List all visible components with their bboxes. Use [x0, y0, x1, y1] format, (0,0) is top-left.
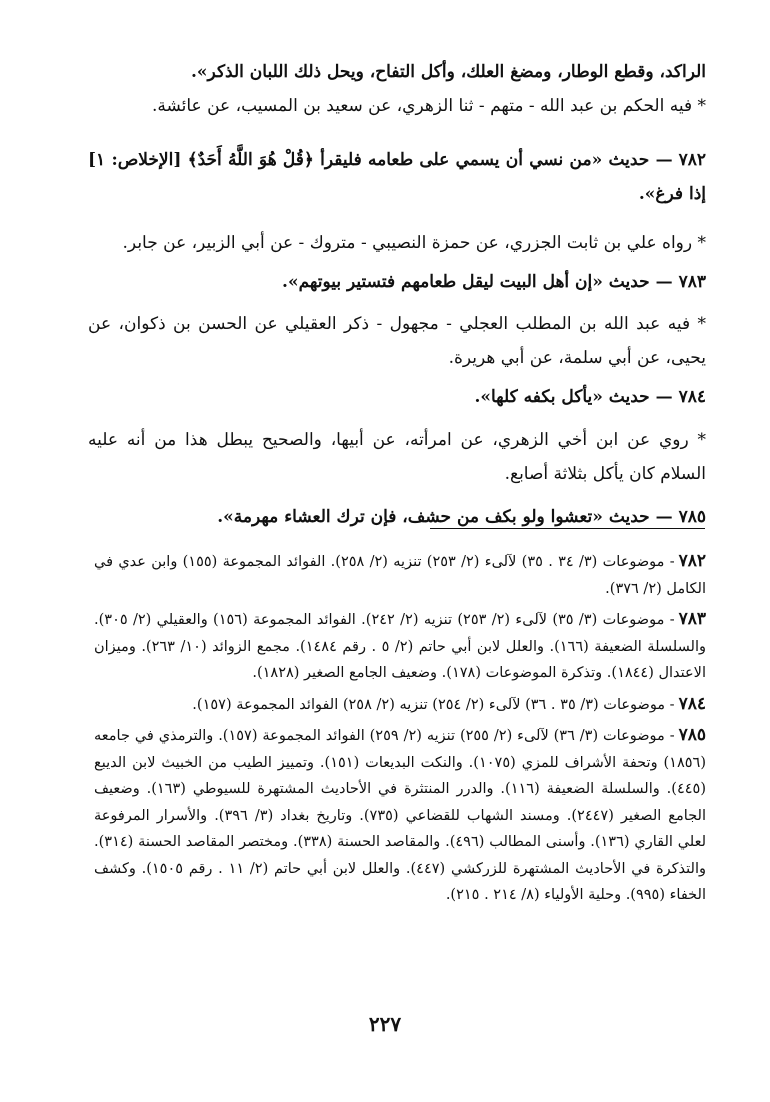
footnote-number: ٧٨٣ [678, 609, 706, 629]
page-number: ٢٢٧ [368, 1012, 402, 1036]
footnote-number: ٧٨٤ [678, 693, 706, 714]
note-784 [88, 423, 706, 491]
hadith-number: ٧٨٢ [678, 150, 706, 170]
paragraph-continuation: الراكد، وقطع الوطار، ومضغ العلك، وأكل التفاح، ويحل ذلك اللبان الذكر». [191, 62, 706, 82]
paragraph-note: * روي عن ابن أخي الزهري، عن امرأته، عن أبيها، والصحيح يبطل هذا من أنه عليه السلام كان يأكل بثلاثة أصابع. [88, 430, 706, 484]
footnote-entry [94, 606, 706, 687]
footnote-entry [94, 691, 706, 719]
footnote-entry [94, 722, 706, 909]
footnote-text: - موضوعات (٣/ ٣٦) لآلىء (٢/ ٢٥٥) تنزيه (٢/ ٢٥٩) الفوائد المجموعة (١٥٧). والترمذي في جامعه (١٨٥٦) وتحفة الأشراف للمزي (١٠٧٥). والنكت البديعات (١٥١). وتمييز الطيب من الخبيث لابن الديبع (٤٤٥). والسلسلة الضعيفة (١١٦). والدرر المنتثرة في الأحاديث المشتهرة للسيوطي (١٦٣). وضعيف الجامع الصغير (٢٤٤٧). ومسند الشهاب للقضاعي (٧٣٥). وتاريخ بغداد (٣/ ٣٩٦). والأسرار المرفوعة لعلي القاري (١٣٦). وأسنى المطالب (٤٩٦). والمقاصد الحسنة (٣٣٨). ومختصر المقاصد الحسنة (٣١٤). والتذكرة في الأحاديث المشتهرة للزركشي (٤٤٧). والعلل لابن أبي حاتم (٢/ ١١ . رقم ١٥٠٥). وكشف الخفاء (٩٩٥). وحلية الأولياء (٨/ ٢١٤ . ٢١٥). [94, 728, 707, 903]
footnotes [94, 548, 706, 913]
note-783 [88, 307, 706, 375]
footnote-text: - موضوعات (٣/ ٣٥ . ٣٦) لآلىء (٢/ ٢٥٤) تنزيه (٢/ ٢٥٨) الفوائد المجموعة (١٥٧). [192, 696, 675, 713]
hadith-number: ٧٨٤ [678, 387, 706, 407]
footnote-text: - موضوعات (٣/ ٣٤ . ٣٥) لآلىء (٢/ ٢٥٣) تنزيه (٢/ ٢٥٨). الفوائد المجموعة (١٥٥) وابن عدي في الكامل (٢/ ٣٧٦). [94, 554, 706, 597]
main-text-top [88, 55, 706, 123]
hadith-text: — حديث «يأكل بكفه كلها». [474, 387, 673, 407]
hadith-782 [88, 143, 706, 211]
hadith-text: — حديث «من نسي أن يسمي على طعامه فليقرأ ﴿قُلْ هُوَ اللَّهُ أَحَدٌ﴾ [الإخلاص: ١] إذا فرغ». [88, 150, 706, 204]
hadith-783 [88, 265, 706, 299]
footnote-divider [430, 528, 705, 529]
footnote-number: ٧٨٢ [678, 551, 707, 571]
hadith-number: ٧٨٥ [678, 507, 706, 527]
footnote-number: ٧٨٥ [678, 725, 707, 745]
note-782 [88, 226, 706, 260]
paragraph-note: * فيه عبد الله بن المطلب العجلي - مجهول - ذكر العقيلي عن الحسن بن ذكوان، عن يحيى، عن أبي سلمة، عن أبي هريرة. [88, 314, 706, 368]
paragraph-note: * رواه علي بن ثابت الجزري، عن حمزة النصيبي - متروك - عن أبي الزبير، عن جابر. [122, 233, 706, 253]
footnote-entry [94, 548, 706, 602]
paragraph-note-782-prev: * فيه الحكم بن عبد الله - متهم - ثنا الزهري، عن سعيد بن المسيب، عن عائشة. [151, 96, 706, 116]
hadith-text: — حديث «تعشوا ولو بكف من حشف، فإن ترك العشاء مهرمة». [217, 507, 673, 527]
hadith-text: — حديث «إن أهل البيت ليقل طعامهم فتستير بيوتهم». [282, 272, 673, 292]
hadith-number: ٧٨٣ [678, 272, 706, 292]
hadith-784 [88, 380, 706, 414]
footnote-text: - موضوعات (٣/ ٣٥) لآلىء (٢/ ٢٥٣) تنزيه (٢/ ٢٤٢). الفوائد المجموعة (١٥٦) والعقيلي (٢/ ٣٠٥). والسلسلة الضعيفة (١٦٦). والعلل لابن أبي حاتم (٢/ ٥ . رقم ١٤٨٤). مجمع الزوائد (١٠/ ٢٦٣). وميزان الاعتدال (١٨٤٤). وتذكرة الموضوعات (١٧٨). وضعيف الجامع الصغير (١٨٢٨). [94, 612, 706, 681]
